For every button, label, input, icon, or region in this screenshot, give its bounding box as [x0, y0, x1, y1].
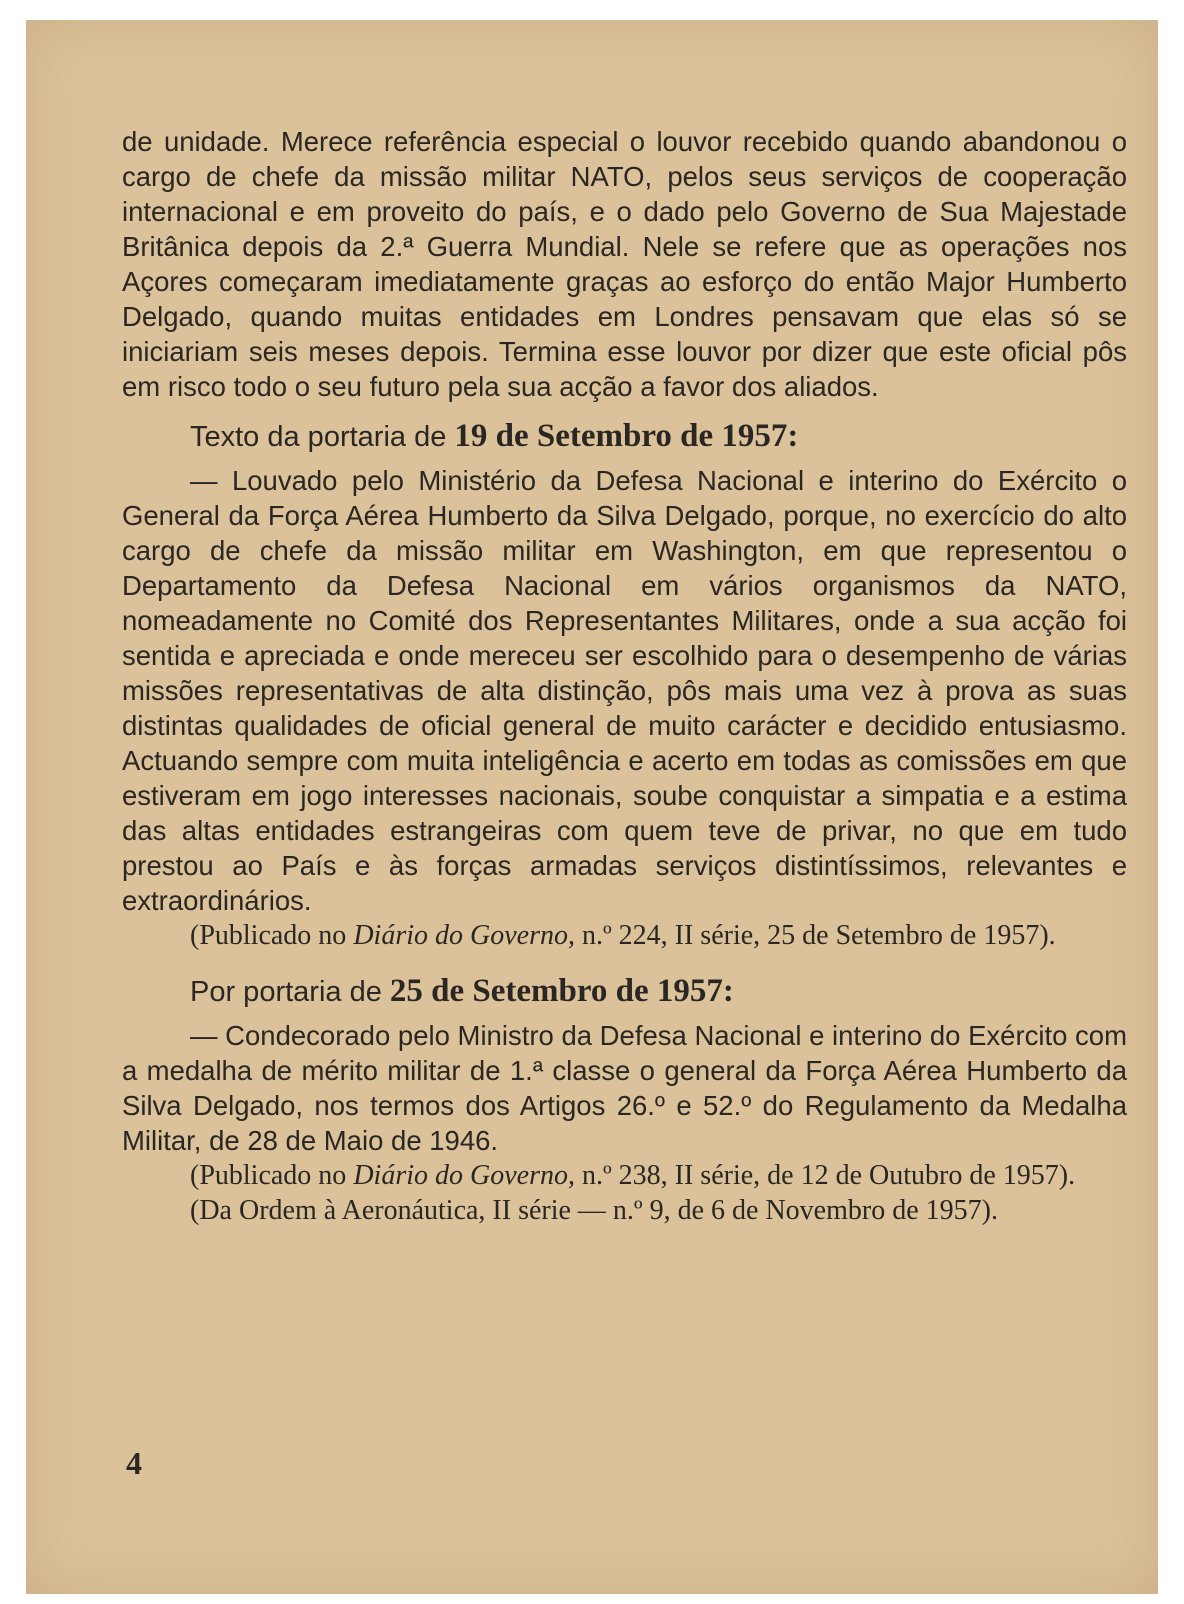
section-1-pub-suffix: n.º 224, II série, 25 de Setembro de 1957). — [574, 920, 1056, 951]
section-2-heading — [122, 971, 1127, 1012]
section-1-heading — [122, 416, 1127, 457]
section-2-heading-date: 25 de Setembro de 1957: — [389, 973, 734, 1009]
section-1-publication — [122, 918, 1127, 953]
section-2-pub-prefix: (Publicado no — [190, 1160, 354, 1191]
section-1-block — [122, 463, 1127, 953]
page-number: 4 — [126, 1445, 142, 1481]
section-2-publication — [122, 1158, 1127, 1193]
section-2-body: — Condecorado pelo Ministro da Defesa Nacional e interino do Exército com a medalha de mérito militar de 1.ª classe o general da Força Aérea Humberto da Silva Delgado, nos termos dos Artigos 26.º e 52.º do Regulamento da Medalha Militar, de 28 de Maio de 1946. — [122, 1020, 1128, 1156]
intro-paragraph: de unidade. Merece referência especial o louvor recebido quando abandonou o cargo de chefe da missão militar NATO, pelos seus serviços de cooperação internacional e em proveito do país, e o dado pelo Governo de Sua Majestade Britânica depois da 2.ª Guerra Mundial. Nele se refere que as operações nos Açores começaram imediatamente graças ao esforço do então Major Humberto Delgado, quando muitas entidades em Londres pensavam que elas só se iniciariam seis meses depois. Termina esse louvor por dizer que este oficial pôs em risco todo o seu futuro pela sua acção a favor dos aliados. — [122, 126, 1127, 402]
section-1-pub-journal: Diário do Governo, — [353, 920, 575, 951]
document-body — [122, 124, 1127, 1228]
section-1-heading-prefix: Texto da portaria de — [190, 421, 455, 453]
section-2-pub-suffix: n.º 238, II série, de 12 de Outubro de 1957). — [574, 1160, 1076, 1191]
section-2-pub-journal: Diário do Governo, — [353, 1160, 575, 1191]
section-1-body: — Louvado pelo Ministério da Defesa Nacional e interino do Exército o General da Força Aérea Humberto da Silva Delgado, porque, no exercício do alto cargo de chefe da missão militar em Washington, em que representou o Departamento da Defesa Nacional em vários organismos da NATO, nomeadamente no Comité dos Representantes Militares, onde a sua acção foi sentida e apreciada e onde mereceu ser escolhido para o desempenho de várias missões representativas de alta distinção, pôs mais uma vez à prova as suas distintas qualidades de oficial general de muito carácter e decidido entusiasmo. Actuando sempre com muita inteligência e acerto em todas as comissões em que estiveram em jogo interesses nacionais, soube conquistar a simpatia e a estima das altas entidades estrangeiras com quem teve de privar, no que em tudo prestou ao País e às forças armadas serviços distintíssimos, relevantes e extraordinários. — [122, 465, 1127, 916]
section-2-order-note: (Da Ordem à Aeronáutica, II série — n.º 9, de 6 de Novembro de 1957). — [190, 1195, 998, 1226]
section-2-heading-prefix: Por portaria de — [190, 976, 390, 1008]
section-1-pub-prefix: (Publicado no — [190, 920, 354, 951]
section-2-block — [122, 1018, 1127, 1228]
section-1-heading-date: 19 de Setembro de 1957: — [454, 418, 799, 454]
